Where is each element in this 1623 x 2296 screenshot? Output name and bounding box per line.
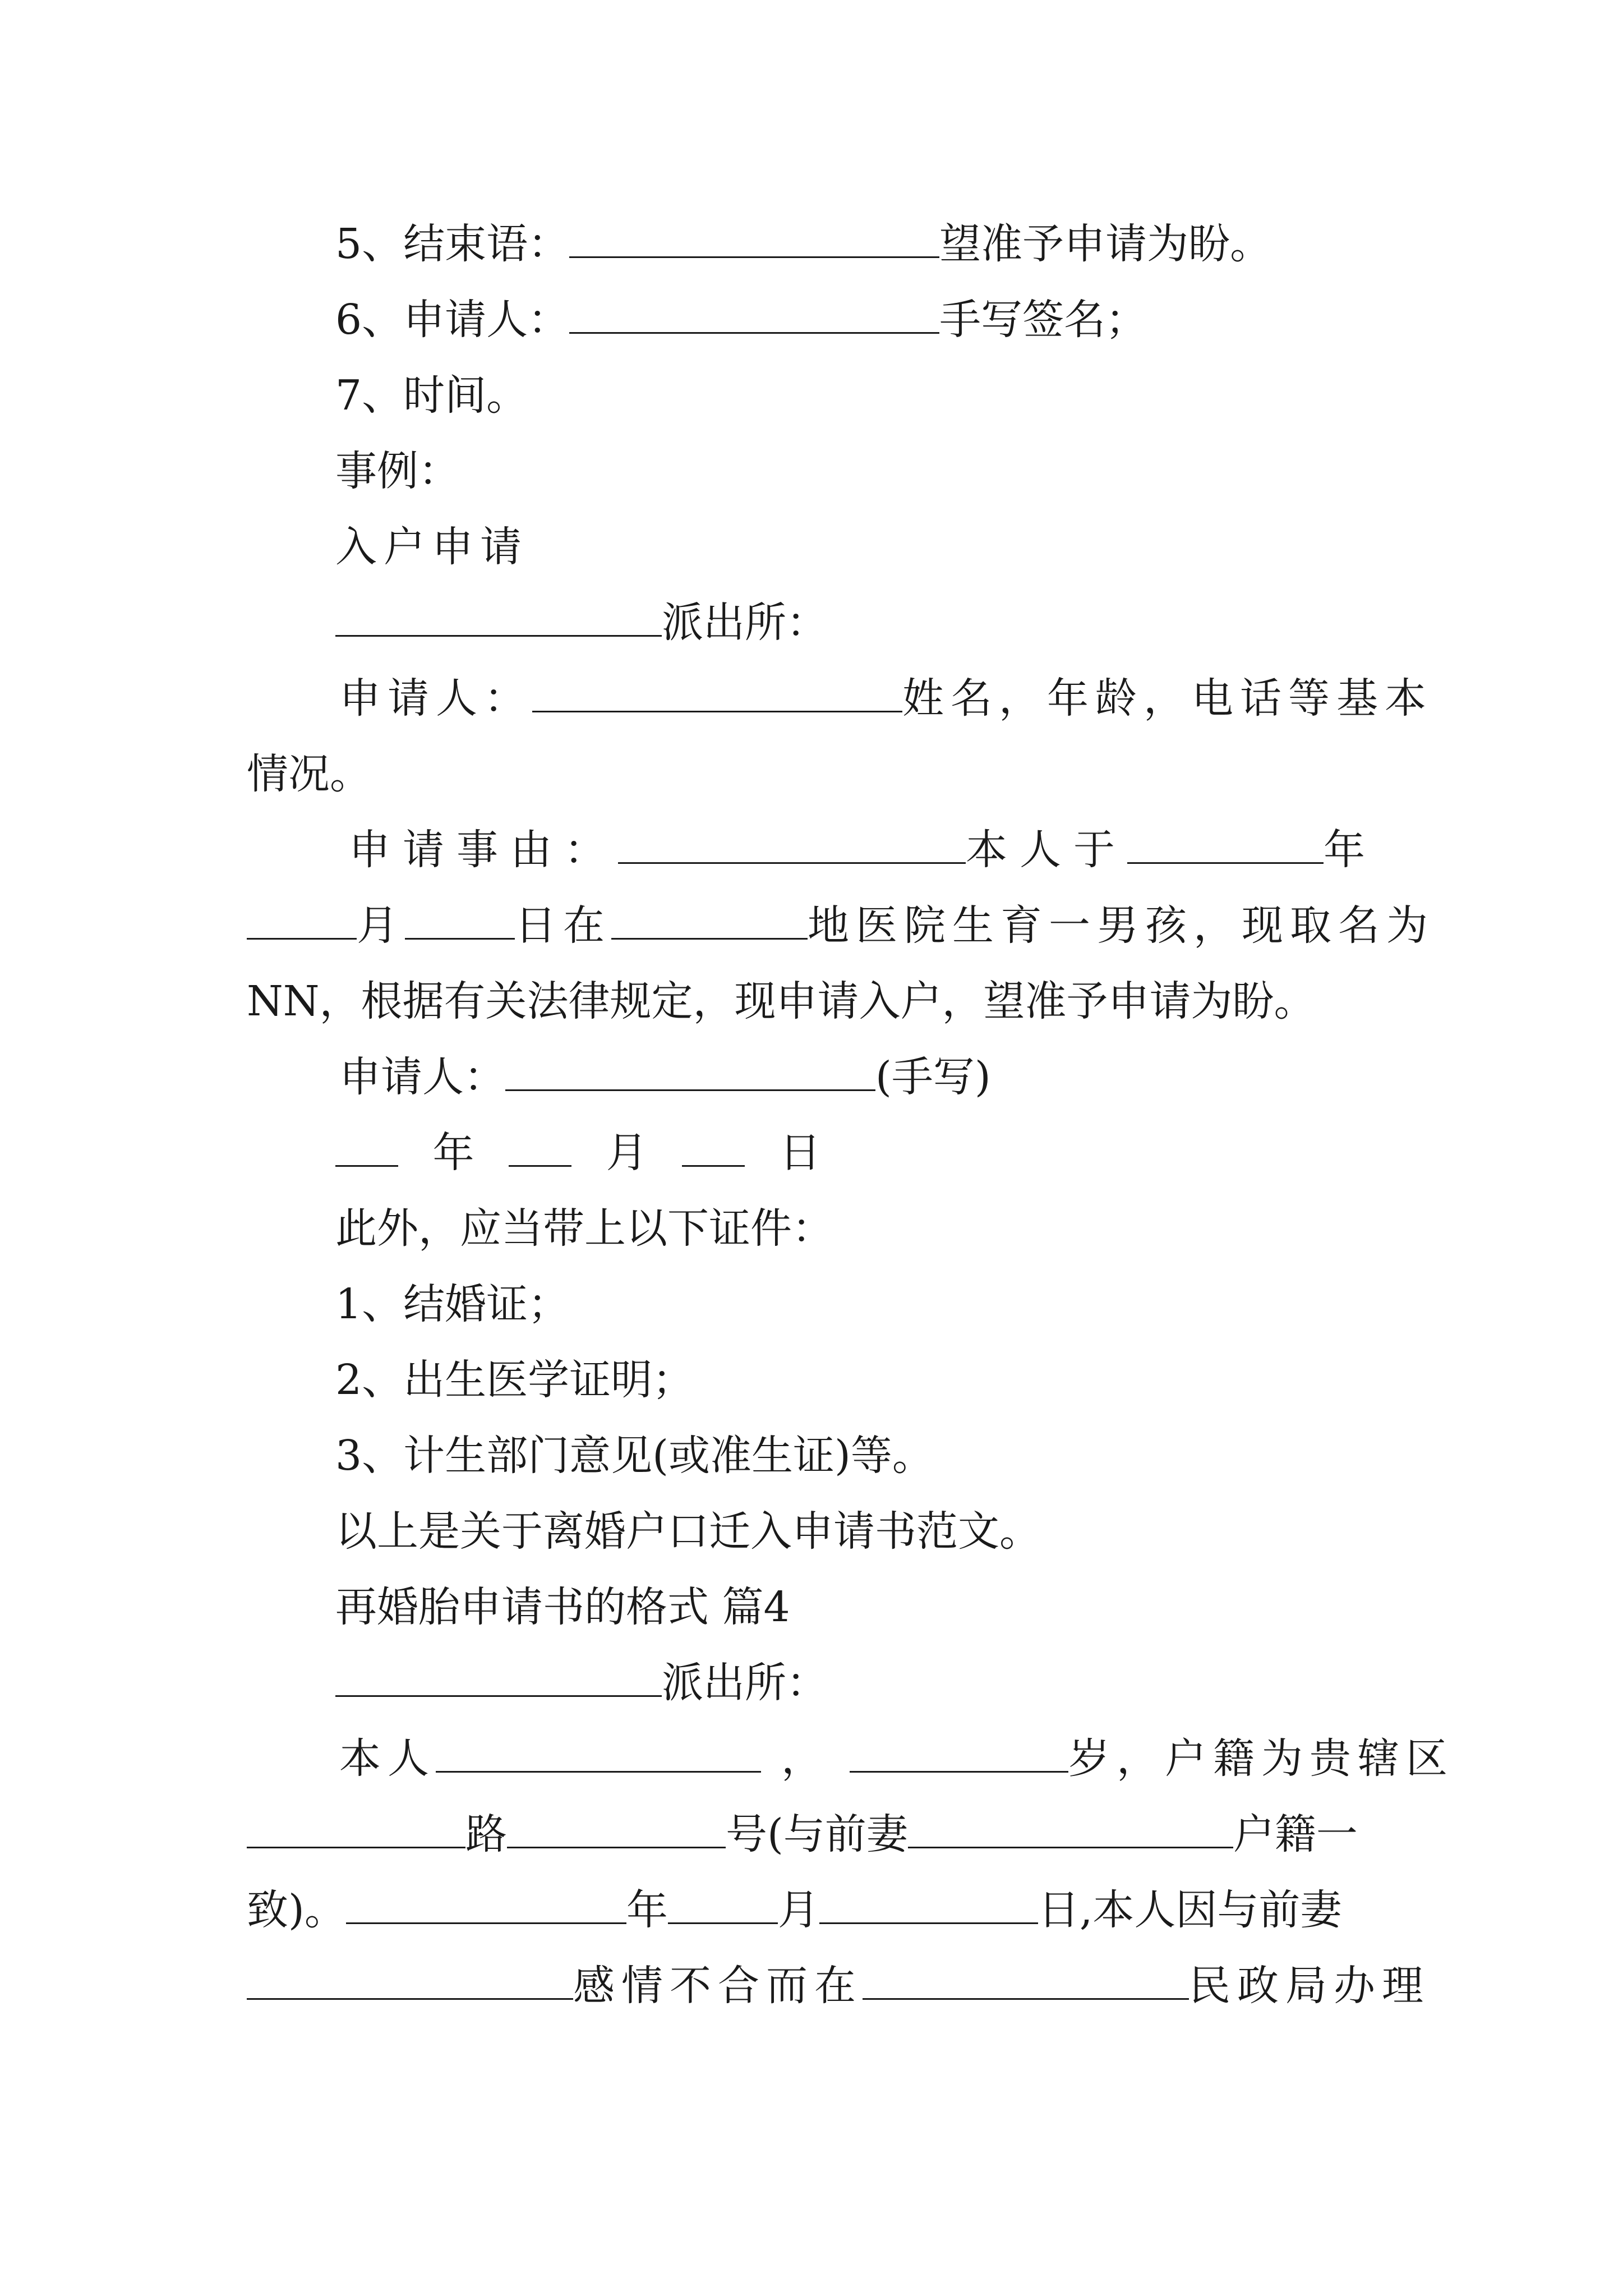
document-item-3: 3、计生部门意见(或准生证)等。	[335, 1432, 934, 1480]
age-text: 岁，户籍为贵辖区	[1068, 1734, 1454, 1783]
documents-intro: 此外，应当带上以下证件：	[335, 1204, 833, 1253]
month-text: 月	[357, 901, 405, 950]
applicant-info-text: 姓名，年龄，电话等基本	[902, 674, 1433, 723]
year-text-2: 年	[626, 1886, 668, 1934]
blank-line	[335, 1129, 398, 1167]
blank-line	[532, 675, 902, 712]
blank-line	[505, 1053, 875, 1091]
blank-line	[618, 826, 966, 864]
blank-line	[569, 220, 939, 258]
year-text: 年	[1324, 826, 1377, 874]
reason-cont-text: 地医院生育一男孩，现取名为	[808, 901, 1435, 950]
blank-line	[682, 1129, 745, 1167]
blank-line	[611, 902, 808, 940]
addressee-text: 派出所：	[662, 599, 828, 647]
blank-line	[247, 902, 357, 940]
month-text-2: 月	[777, 1886, 819, 1934]
signature-line	[339, 1049, 991, 1105]
blank-line	[569, 296, 939, 334]
blank-line	[668, 1887, 778, 1924]
feelings-text: 感情不合而在	[573, 1962, 863, 2010]
applicant-label: 申请人：	[339, 674, 532, 723]
day-text: 日在	[515, 901, 611, 950]
signature-note: (手写)	[875, 1053, 991, 1101]
address-line	[247, 1806, 1358, 1862]
addressee-line-2	[335, 1655, 828, 1711]
reason-text: 本人于	[966, 826, 1127, 874]
blank-line	[863, 1962, 1189, 2000]
blank-line	[405, 902, 515, 940]
reason-line-3: NN，根据有关法律规定，现申请入户，望准予申请为盼。	[247, 977, 1316, 1025]
blank-line	[509, 1129, 571, 1167]
addressee-text-2: 派出所：	[662, 1659, 828, 1707]
household-text: 户籍一	[1233, 1810, 1358, 1858]
item-applicant-label: 6、申请人：	[335, 296, 570, 344]
reason-label: 申请事由：	[349, 826, 618, 874]
date-month: 月	[606, 1129, 648, 1177]
consistent-text: 致)。	[247, 1886, 346, 1934]
blank-line	[335, 1659, 662, 1697]
addressee-line	[335, 595, 828, 651]
number-text: 号(与前妻	[726, 1810, 908, 1858]
reason-line-2	[247, 898, 1435, 954]
summary-text: 以上是关于离婚户口迁入申请书范文。	[335, 1507, 1041, 1556]
applicant-info-cont: 情况。	[247, 750, 371, 798]
blank-line	[908, 1811, 1233, 1848]
bureau-text: 民政局办理	[1189, 1962, 1430, 2010]
divorce-reason-text: 日,本人因与前妻	[1038, 1886, 1342, 1934]
divorce-place-line	[247, 1958, 1430, 2014]
document-item-2: 2、出生医学证明；	[335, 1356, 694, 1404]
blank-line	[507, 1811, 726, 1848]
date-line	[335, 1125, 821, 1181]
blank-line	[436, 1735, 761, 1773]
reason-line	[349, 822, 1377, 878]
item-time: 7、时间。	[335, 371, 528, 420]
date-day: 日	[779, 1129, 821, 1177]
section-title: 再婚胎申请书的格式 篇4	[335, 1583, 790, 1631]
blank-line	[819, 1887, 1038, 1924]
example-title: 入户申请	[335, 523, 528, 571]
blank-line	[335, 599, 662, 637]
self-intro-line	[339, 1731, 1454, 1787]
blank-line	[346, 1887, 626, 1924]
item-closing	[335, 216, 1271, 272]
date-year: 年	[432, 1129, 474, 1177]
divorce-date-line	[247, 1882, 1341, 1938]
self-label: 本人	[339, 1734, 436, 1783]
document-item-1: 1、结婚证；	[335, 1280, 570, 1328]
item-closing-text: 望准予申请为盼。	[939, 220, 1272, 268]
blank-line	[247, 1811, 465, 1848]
example-heading: 事例：	[335, 447, 460, 495]
blank-line	[850, 1735, 1068, 1773]
item-applicant	[335, 292, 1147, 348]
road-text: 路	[465, 1810, 507, 1858]
item-applicant-text: 手写签名；	[939, 296, 1147, 344]
comma-text: ，	[781, 1734, 829, 1783]
item-closing-label: 5、结束语：	[335, 220, 570, 268]
signature-label: 申请人：	[339, 1053, 505, 1101]
blank-line	[1127, 826, 1324, 864]
applicant-info-line	[339, 670, 1433, 726]
blank-line	[247, 1962, 573, 2000]
